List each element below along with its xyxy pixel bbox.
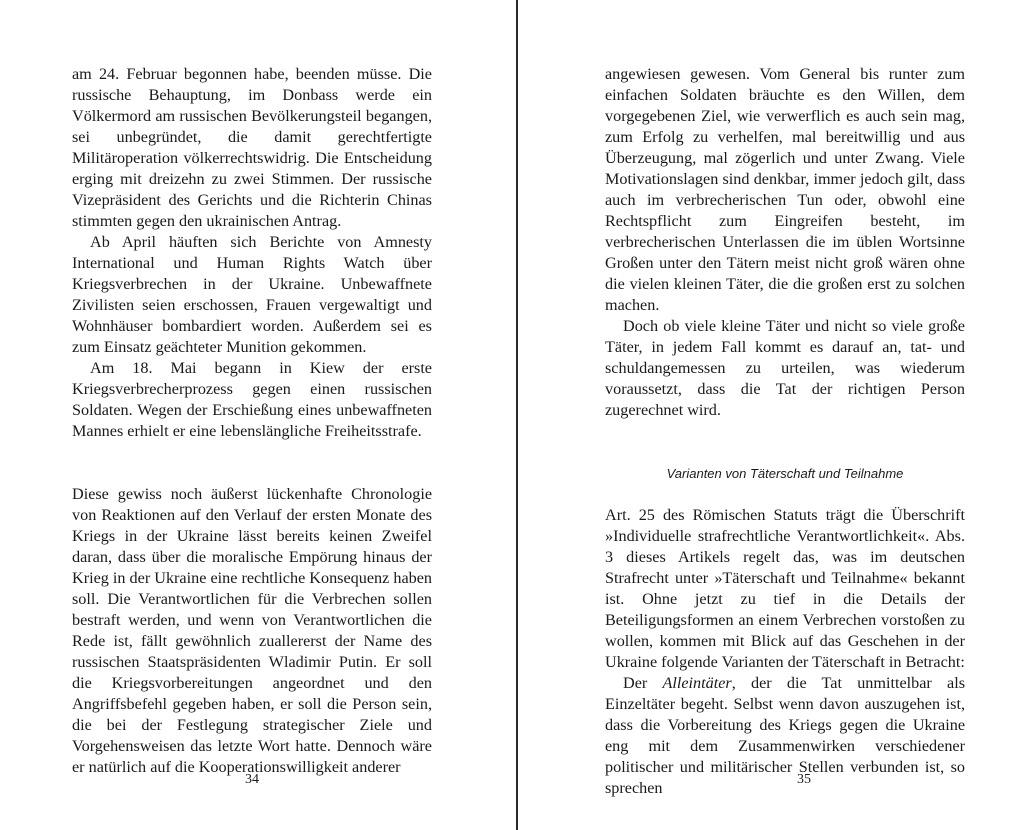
paragraph-lead: Der bbox=[623, 674, 663, 692]
paragraph-rest: , der die Tat unmittelbar als Einzeltäter begeht. Selbst wenn davon auszugehen ist, dass die Vorbereitung des Kriegs gegen die Ukraine eng mit dem Zusammenwirken verschiedener politischer und militärischer Stellen verbunden ist, so sprechen bbox=[605, 674, 966, 797]
section-heading: Varianten von Täterschaft und Teilnahme bbox=[666, 466, 904, 481]
left-page-text bbox=[72, 64, 432, 778]
paragraph: angewiesen gewesen. Vom General bis runter zum einfachen Soldaten bräuchte es den Willen, dem vorgegebenen Ziel, wie verwerflich es auch sein mag, zum Erfolg zu verhelfen, mal bereitwillig und aus Überzeugung, mal zögerlich und unter Zwang. Viele Motivationslagen sind denkbar, immer jedoch gilt, dass auch im verbrecherischen Tun oder, obwohl eine Rechtspflicht zum Eingreifen besteht, im verbrecherischen Unterlassen die im üblen Wortsinne Großen unter den Tätern meist nicht groß wären ohne die vielen kleinen Täter, die die großen erst zu solchen machen. bbox=[605, 65, 965, 314]
emphasized-term: Alleintäter bbox=[662, 674, 732, 692]
paragraph: Art. 25 des Römischen Statuts trägt die Überschrift »Individuelle strafrechtliche Verantwortlichkeit«. Abs. 3 dieses Artikels regelt das, was im deutschen Strafrecht unter »Täterschaft und Teilnahme« bekannt ist. Ohne jetzt zu tief in die Details der Beteiligungsformen an einem Verbrechen vorstoßen zu wollen, kommen mit Blick auf das Geschehen in der Ukraine folgende Varianten der Täterschaft in Betracht: bbox=[605, 506, 965, 671]
right-page-text bbox=[605, 64, 965, 799]
paragraph: Ab April häuften sich Berichte von Amnesty International und Human Rights Watch über Kriegsverbrechen in der Ukraine. Unbewaffnete Zivilisten seien erschossen, Frauen vergewaltigt und Wohnhäuser bombardiert worden. Außerdem sei es zum Einsatz geächteter Munition gekommen. bbox=[72, 233, 432, 356]
paragraph: Am 18. Mai begann in Kiew der erste Kriegsverbrecherprozess gegen einen russischen Soldaten. Wegen der Erschießung eines unbewaffneten Mannes erhielt er eine lebenslängliche Freiheitsstrafe. bbox=[72, 359, 432, 440]
paragraph: Diese gewiss noch äußerst lückenhafte Chronologie von Reaktionen auf den Verlauf der ersten Monate des Kriegs in der Ukraine lässt bereits keinen Zweifel daran, dass über die moralische Empörung hinaus der Krieg in der Ukraine eine rechtliche Konsequenz haben soll. Die Verantwortlichen für die Verbrechen sollen bestraft werden, und wenn von Verantwortlichen die Rede ist, fällt gewöhnlich zuallererst der Name des russischen Staatspräsidenten Wladimir Putin. Er soll die Kriegsvorbereitungen angeordnet und den Angriffsbefehl gegeben haben, er soll die Person sein, die bei der Festlegung strategischer Ziele und Vorgehensweisen das letzte Wort hatte. Dennoch wäre er natürlich auf die Kooperationswilligkeit anderer bbox=[72, 485, 433, 776]
right-page bbox=[519, 0, 1031, 830]
paragraph: am 24. Februar begonnen habe, beenden müsse. Die russische Behauptung, im Donbass werde ein Völkermord am russischen Bevölkerungsteil begangen, sei unbegründet, die damit gerechtfertigte Militäroperation völkerrechtswidrig. Die Entscheidung erging mit dreizehn zu zwei Stimmen. Der russische Vizepräsident des Gerichts und die Richterin Chinas stimmten gegen den ukrainischen Antrag. bbox=[72, 65, 432, 230]
page-number: 34 bbox=[245, 772, 259, 787]
page-number: 35 bbox=[797, 772, 811, 787]
paragraph: Doch ob viele kleine Täter und nicht so viele große Täter, in jedem Fall kommt es darauf an, tat- und schuldangemessen zu urteilen, was wiederum voraussetzt, dass die Tat der richtigen Person zugerechnet wird. bbox=[605, 317, 965, 419]
book-spine-divider bbox=[516, 0, 518, 830]
